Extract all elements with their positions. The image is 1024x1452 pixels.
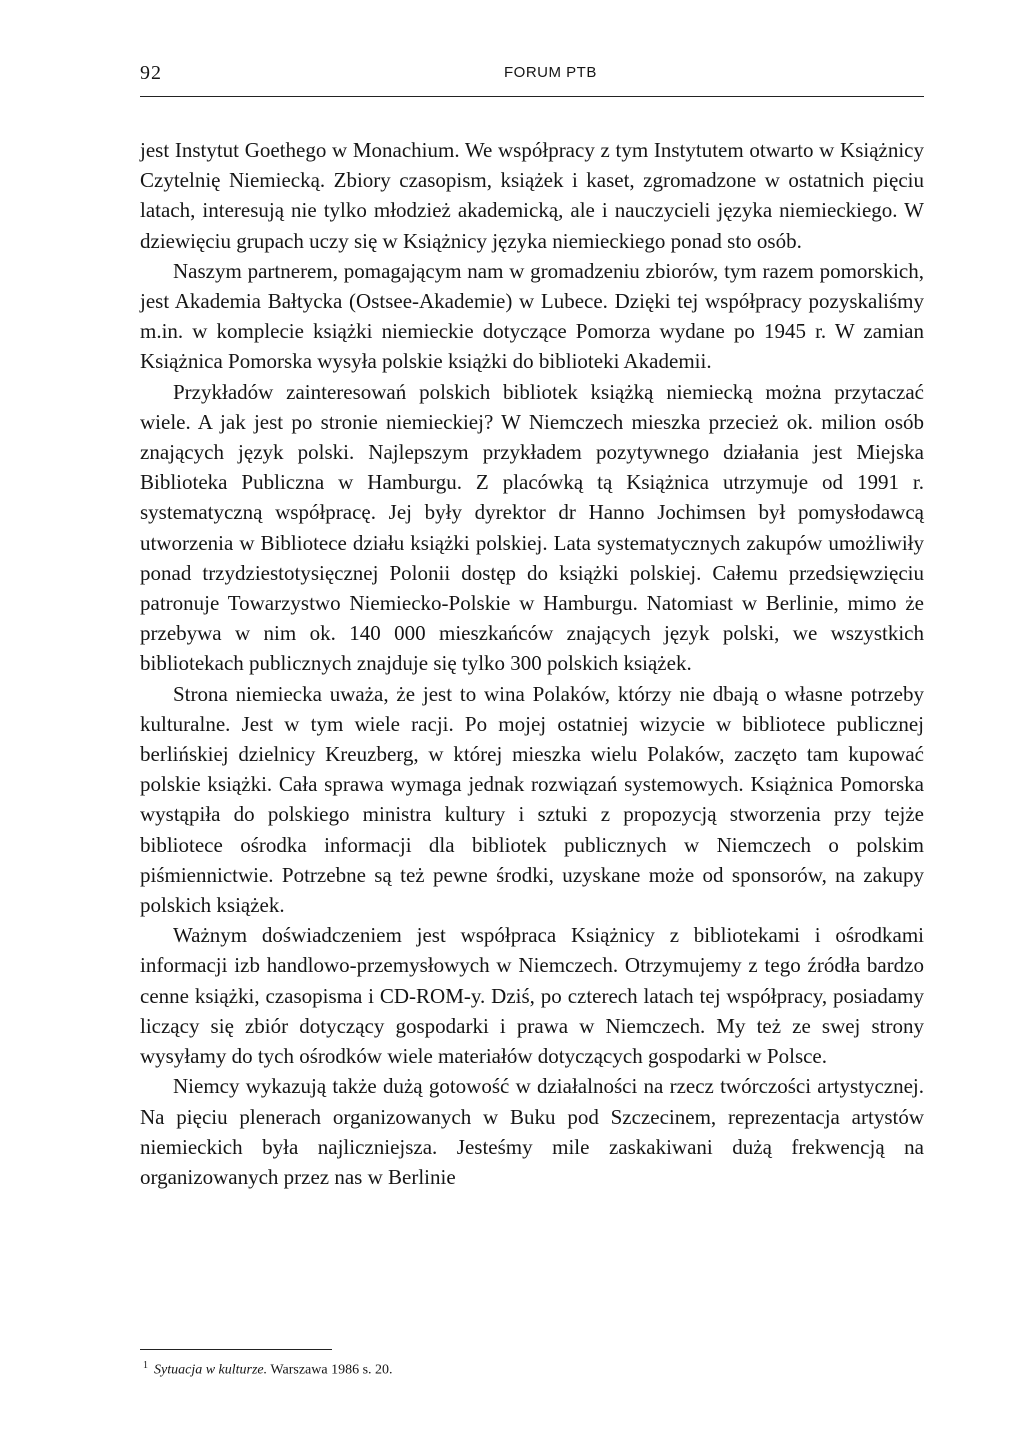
paragraph-1: jest Instytut Goethego w Monachium. We współpracy z tym Instytutem otwarto w Książnicy Czytelnię Niemiecką. Zbiory czasopism, książek i kaset, zgromadzone w ostatnich pięciu latach, interesują nie tylko młodzież akademicką, ale i nauczycieli języka niemieckiego. W dziewięciu grupach uczy się w Książnicy języka niemieckiego ponad sto osób.	[140, 138, 924, 253]
paragraph-6: Niemcy wykazują także dużą gotowość w działalności na rzecz twórczości artystycznej. Na pięciu plenerach organizowanych w Buku pod Szczecinem, reprezentacja artystów niemieckich była najliczniejsza. Jesteśmy mile zaskakiwani dużą frekwencją na organizowanych przez nas w Berlinie	[140, 1074, 924, 1189]
footnote-rest: Warszawa 1986 s. 20.	[267, 1362, 393, 1378]
paragraph-2: Naszym partnerem, pomagającym nam w gromadzeniu zbiorów, tym razem pomorskich, jest Akademia Bałtycka (Ostsee-Akademie) w Lubece. Dzięki tej współpracy pozyskaliśmy m.in. w komplecie książki niemieckie dotyczące Pomorza wydane po 1945 r. W zamian Książnica Pomorska wysyła polskie książki do biblioteki Akademii.	[140, 258, 924, 374]
footnote-marker: 1	[143, 1360, 148, 1371]
page-number: 92	[140, 62, 162, 84]
footnote	[143, 1357, 393, 1380]
paragraph-5: Ważnym doświadczeniem jest współpraca Książnicy z bibliotekami i ośrodkami informacji izb handlowo-przemysłowych w Niemczech. Otrzymujemy z tego źródła bardzo cenne książki, czasopisma i CD-ROM-y. Dziś, po czterech latach tej współpracy, posiadamy liczący się zbiór dotyczący gospodarki i prawa w Niemczech. My też ze swej strony wysyłamy do tych ośrodków wiele materiałów dotyczących gospodarki w Polsce.	[140, 923, 924, 1069]
footnote-rule	[140, 1349, 332, 1350]
page-header	[140, 62, 924, 97]
paragraph-4: Strona niemiecka uważa, że jest to wina Polaków, którzy nie dbają o własne potrzeby kulturalne. Jest w tym wiele racji. Po mojej ostatniej wizycie w bibliotece publicznej berlińskiej dzielnicy Kreuzberg, w której mieszka wielu Polaków, zaczęto tam kupować polskie książki. Cała sprawa wymaga jednak rozwiązań systemowych. Książnica Pomorska wystąpiła do polskiego ministra kultury i sztuki z propozycją stworzenia przy tejże bibliotece ośrodka informacji dla bibliotek publicznych w Niemczech o polskim piśmiennictwie. Potrzebne są też pewne środki, uzyskane może od sponsorów, na zakupy polskich książek.	[140, 681, 924, 918]
paragraph-3: Przykładów zainteresowań polskich bibliotek książką niemiecką można przytaczać wiele. A jak jest po stronie niemieckiej? W Niemczech mieszka przecież ok. milion osób znających język polski. Najlepszym przykładem pozytywnego działania jest Miejska Biblioteka Publiczna w Hamburgu. Z placówką tą Książnica utrzymuje od 1991 r. systematyczną współpracę. Jej były dyrektor dr Hanno Jochimsen był pomysłodawcą utworzenia w Bibliotece działu książki polskiej. Lata systematycznych zakupów umożliwiły ponad trzydziestotysięcznej Polonii dostęp do książki polskiej. Całemu przedsięwzięciu patronuje Towarzystwo Niemiecko-Polskie w Hamburgu. Natomiast w Berlinie, mimo że przebywa w nim ok. 140 000 mieszkańców znających język polski, we wszystkich bibliotekach publicznych znajduje się tylko 300 polskich książek.	[140, 379, 924, 676]
running-head: FORUM PTB	[504, 64, 597, 81]
footnote-title: Sytuacja w kulturze.	[154, 1362, 268, 1378]
body-text	[140, 135, 924, 1192]
